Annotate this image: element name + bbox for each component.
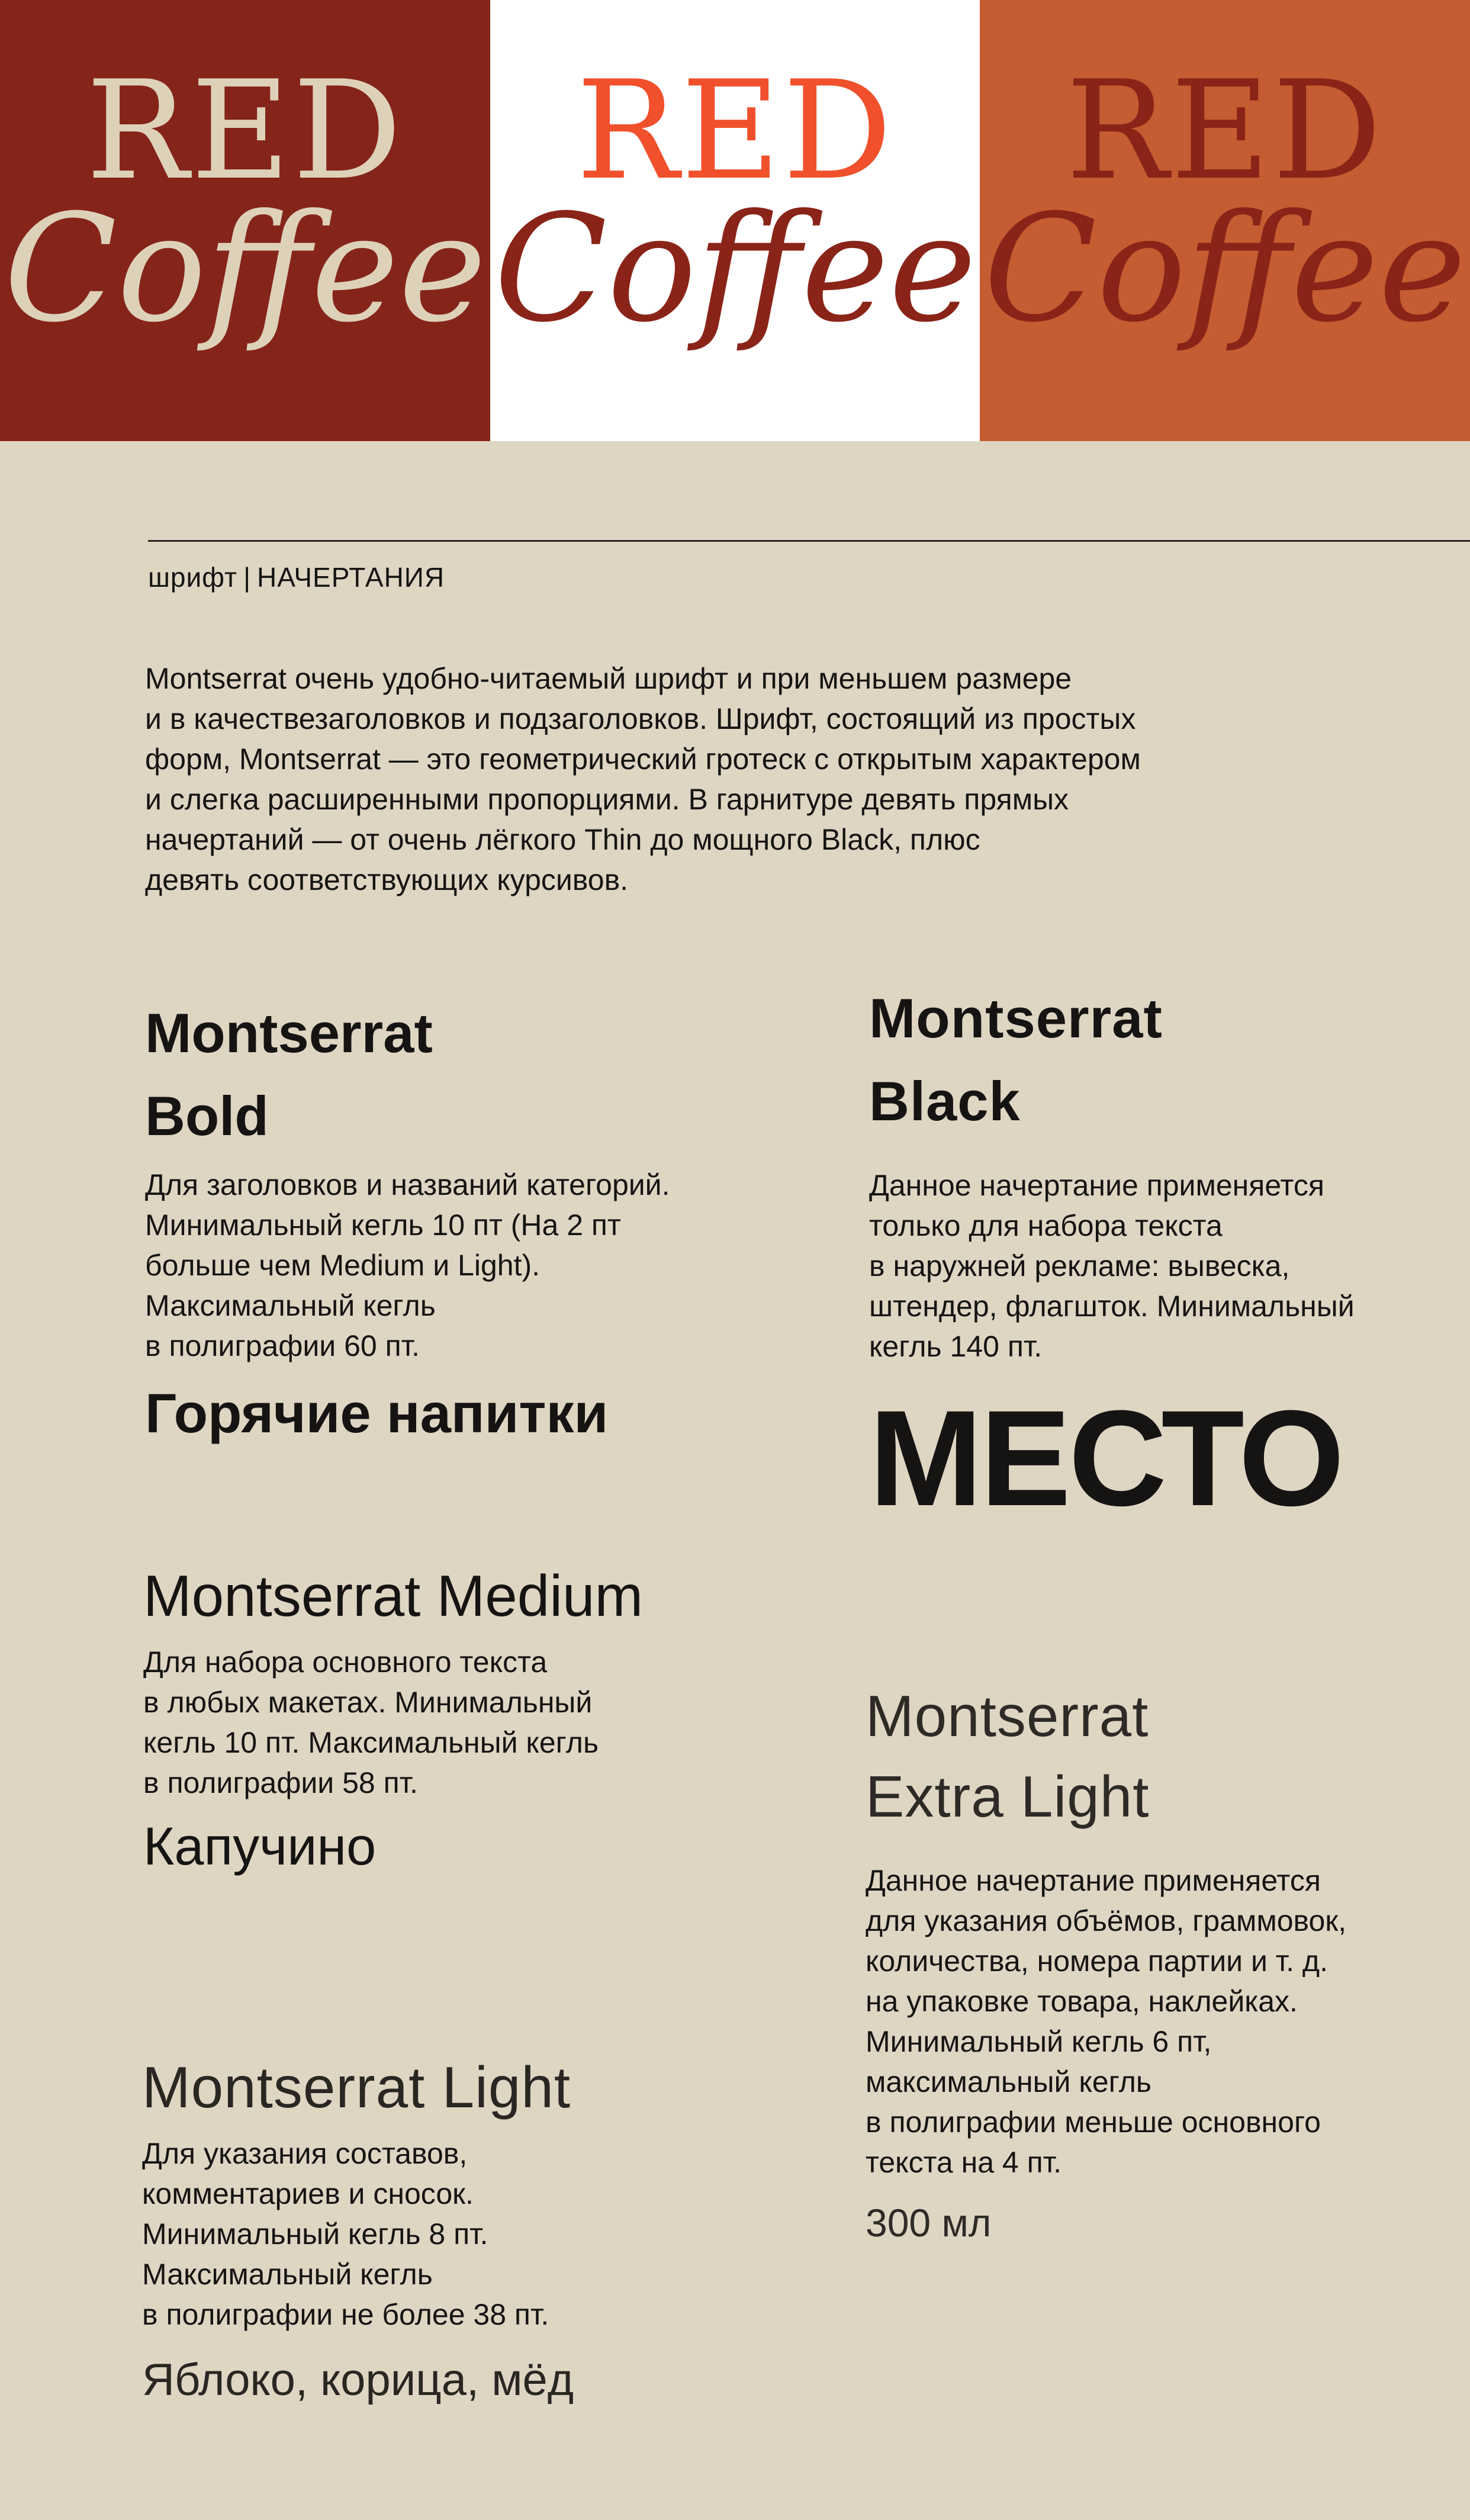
desc-line: Данное начертание применяется	[869, 1169, 1324, 1202]
font-description	[866, 1860, 1458, 2182]
font-description	[142, 2133, 853, 2335]
logo-panel-orange	[980, 0, 1470, 441]
desc-line: максимальный кегль	[866, 2065, 1151, 2098]
desc-line: количества, номера партии и т. д.	[866, 1944, 1328, 1978]
font-sample: Горячие напитки	[145, 1382, 609, 1444]
desc-line: Для указания составов,	[142, 2137, 468, 2170]
font-sample: МЕСТО	[869, 1382, 1343, 1534]
font-title: Black	[869, 1070, 1021, 1132]
desc-line: Максимальный кегль	[142, 2258, 433, 2291]
logo-graphic	[980, 0, 1469, 441]
logo-word-red: RED	[575, 52, 895, 210]
desc-line: Максимальный кегль	[145, 1289, 436, 1322]
font-block-bold	[145, 992, 826, 1449]
intro-line: Montserrat очень удобно-читаемый шрифт и при меньшем размере	[145, 662, 1072, 695]
font-block-medium	[143, 1554, 854, 1882]
logo-word-coffee: Coffee	[983, 182, 1466, 355]
desc-line: в полиграфии 60 пт.	[145, 1329, 420, 1362]
desc-line: в полиграфии меньше основного	[866, 2106, 1321, 2139]
font-title: Extra Light	[866, 1764, 1150, 1829]
desc-line: текста на 4 пт.	[866, 2146, 1062, 2179]
intro-paragraph	[145, 658, 1317, 900]
font-title: Montserrat	[866, 1683, 1149, 1748]
logo-graphic	[0, 0, 490, 441]
font-block-black	[869, 977, 1461, 1534]
intro-line: и в качествезаголовков и подзаголовков. Шрифт, состоящий из простых	[145, 702, 1136, 735]
desc-line: в полиграфии 58 пт.	[143, 1766, 418, 1799]
desc-line: Минимальный кегль 10 пт (На 2 пт	[145, 1208, 621, 1242]
logo-graphic	[490, 0, 980, 441]
logo-word-coffee: Coffee	[4, 182, 487, 355]
desc-line: для указания объёмов, граммовок,	[866, 1904, 1347, 1937]
section-label	[148, 561, 445, 593]
desc-line: комментариев и сносок.	[142, 2177, 474, 2210]
desc-line: больше чем Medium и Light).	[145, 1249, 541, 1282]
font-description	[869, 1165, 1461, 1367]
font-title: Montserrat Light	[142, 2055, 571, 2120]
desc-line: Данное начертание применяется	[866, 1864, 1321, 1897]
logo-word-coffee: Coffee	[494, 182, 977, 355]
section-label-left: шрифт	[148, 562, 238, 593]
desc-line: в наружней рекламе: вывеска,	[869, 1249, 1290, 1282]
intro-line: девять соответствующих курсивов.	[145, 863, 629, 896]
intro-line: и слегка расширенными пропорциями. В гарнитуре девять прямых	[145, 783, 1069, 816]
font-description	[143, 1642, 854, 1803]
desc-line: Для заголовков и названий категорий.	[145, 1168, 670, 1201]
font-title: Bold	[145, 1085, 269, 1147]
section-label-separator: |	[243, 562, 252, 593]
section-divider	[148, 540, 1470, 542]
font-sample: Капучино	[143, 1817, 377, 1876]
font-title: Montserrat	[145, 1002, 433, 1064]
desc-line: на упаковке товара, наклейках.	[866, 1985, 1298, 2018]
desc-line: только для набора текста	[869, 1209, 1223, 1242]
section-label-right: НАЧЕРТАНИЯ	[257, 562, 445, 593]
logo-word-red: RED	[1066, 52, 1385, 210]
font-sample: 300 мл	[866, 2201, 992, 2245]
font-title: Montserrat	[869, 987, 1163, 1049]
desc-line: Для набора основного текста	[143, 1645, 548, 1679]
desc-line: в полиграфии не более 38 пт.	[142, 2298, 549, 2331]
desc-line: кегль 140 пт.	[869, 1330, 1043, 1363]
logo-panel-dark-red	[0, 0, 490, 441]
desc-line: кегль 10 пт. Максимальный кегль	[143, 1726, 599, 1759]
logo-strip	[0, 0, 1470, 441]
logo-panel-white	[490, 0, 980, 441]
intro-line: форм, Montserrat — это геометрический гротеск с открытым характером	[145, 742, 1141, 776]
desc-line: Минимальный кегль 8 пт.	[142, 2217, 488, 2251]
desc-line: в любых макетах. Минимальный	[143, 1686, 593, 1719]
intro-line: начертаний — от очень лёгкого Thin до мощного Black, плюс	[145, 823, 980, 856]
logo-word-red: RED	[86, 52, 404, 210]
font-block-light	[142, 2046, 853, 2413]
font-sample: Яблоко, корица, мёд	[142, 2355, 574, 2405]
desc-line: штендер, флагшток. Минимальный	[869, 1290, 1355, 1323]
font-description	[145, 1165, 826, 1366]
desc-line: Минимальный кегль 6 пт,	[866, 2025, 1212, 2058]
font-title: Montserrat Medium	[143, 1563, 644, 1628]
font-block-extralight	[866, 1676, 1458, 2252]
